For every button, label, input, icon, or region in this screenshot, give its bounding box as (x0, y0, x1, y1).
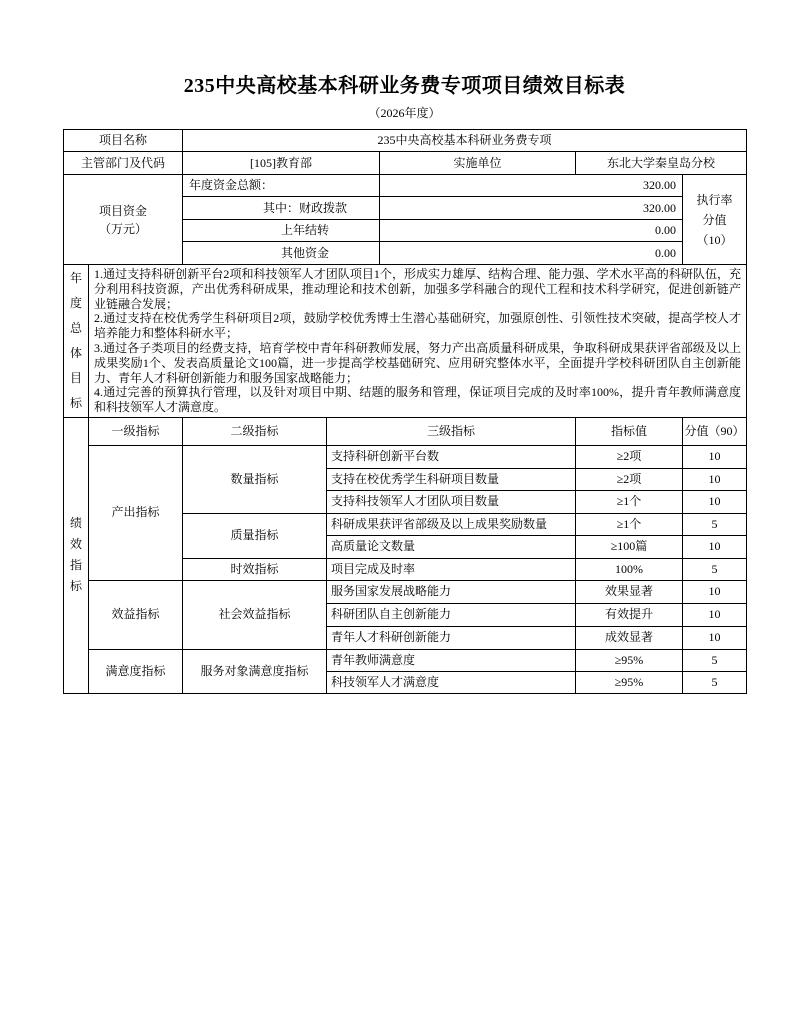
performance-target-table (63, 129, 747, 694)
funding-other-value: 0.00 (380, 242, 683, 265)
header-level3: 三级指标 (327, 417, 576, 445)
annual-goal-item: 3.通过各子类项目的经费支持，培育学校中青年科研教师发展，努力产出高质量科研成果，争取科研成果获评省部级及以上成果奖励1个、发表高质量论文100篇，进一步提高学校基础研究、应用研究整体水平，全面提升学校科研团队自主创新能力、青年人才科研创新能力和服务国家战略能力； (94, 340, 742, 385)
page-title: 235中央高校基本科研业务费专项项目绩效目标表 (183, 75, 626, 97)
indicator-score: 5 (683, 558, 747, 580)
indicator-score: 5 (683, 513, 747, 535)
indicator-score: 5 (683, 671, 747, 693)
funding-group-line1: 项目资金 (99, 203, 148, 218)
table-row (64, 649, 747, 671)
funding-carryover-label: 上年结转 (183, 220, 380, 242)
indicator-target: 有效提升 (576, 603, 683, 626)
indicator-target: ≥1个 (576, 490, 683, 513)
indicator-name: 青年教师满意度 (327, 649, 576, 671)
project-name-value: 235中央高校基本科研业务费专项 (183, 130, 747, 152)
funding-carryover-value: 0.00 (380, 220, 683, 242)
indicator-target: 成效显著 (576, 626, 683, 649)
indicator-target: ≥100篇 (576, 535, 683, 558)
indicator-target: 100% (576, 558, 683, 580)
funding-fiscal-label: 其中：财政拨款 (183, 197, 380, 220)
indicator-score: 10 (683, 490, 747, 513)
annual-goal-item: 1.通过支持科研创新平台2项和科技领军人才团队项目1个，形成实力雄厚、结构合理、能力强、学术水平高的科研队伍，充分利用科技资源，产出优秀科研成果，推动理论和技术创新，加强多学科融合的现代工程和技术科学研究，促进创新链产业链融合发展； (94, 267, 742, 311)
funding-fiscal-value: 320.00 (380, 197, 683, 220)
level1-satisfaction: 满意度指标 (89, 649, 183, 693)
funding-group-label (64, 175, 183, 265)
execution-rate-line3: （10） (696, 232, 733, 247)
indicator-target: ≥95% (576, 649, 683, 671)
indicator-name: 科研成果获评省部级及以上成果奖励数量 (327, 513, 576, 535)
header-score: 分值（90） (683, 417, 747, 445)
impl-value: 东北大学秦皇岛分校 (576, 152, 747, 175)
level1-benefit: 效益指标 (89, 580, 183, 649)
execution-rate-line1: 执行率 (696, 192, 733, 207)
level2-social-benefit: 社会效益指标 (183, 580, 327, 649)
indicator-target: ≥1个 (576, 513, 683, 535)
indicator-name: 服务国家发展战略能力 (327, 580, 576, 603)
indicator-score: 10 (683, 580, 747, 603)
execution-rate-line2: 分值 (702, 212, 727, 227)
funding-total-label: 年度资金总额： (183, 175, 380, 197)
table-row (64, 580, 747, 603)
impl-label: 实施单位 (380, 152, 576, 175)
indicator-name: 高质量论文数量 (327, 535, 576, 558)
indicator-target: ≥2项 (576, 468, 683, 490)
indicator-score: 10 (683, 603, 747, 626)
indicator-target: ≥95% (576, 671, 683, 693)
level1-output: 产出指标 (89, 445, 183, 580)
funding-total-value: 320.00 (380, 175, 683, 197)
indicator-name: 科技领军人才满意度 (327, 671, 576, 693)
annual-goal-side-label: 年度总体目标 (64, 265, 89, 418)
level2-quantity: 数量指标 (183, 445, 327, 513)
annual-goal-item: 2.通过支持在校优秀学生科研项目2项，鼓励学校优秀博士生潜心基础研究，加强原创性、引领性技术突破，提高学校人才培养能力和整体科研水平； (94, 311, 742, 341)
level2-timeliness: 时效指标 (183, 558, 327, 580)
indicator-name: 项目完成及时率 (327, 558, 576, 580)
indicator-score: 5 (683, 649, 747, 671)
indicator-name: 支持科研创新平台数 (327, 445, 576, 468)
indicator-score: 10 (683, 468, 747, 490)
dept-label: 主管部门及代码 (64, 152, 183, 175)
level2-quality: 质量指标 (183, 513, 327, 558)
annual-goal-item: 4.通过完善的预算执行管理，以及针对项目中期、结题的服务和管理，保证项目完成的及时率100%，提升青年教师满意度和科技领军人才满意度。 (94, 385, 742, 415)
indicator-score: 10 (683, 535, 747, 558)
indicator-score: 10 (683, 445, 747, 468)
indicator-target: ≥2项 (576, 445, 683, 468)
level2-service-satisfaction: 服务对象满意度指标 (183, 649, 327, 693)
header-level2: 二级指标 (183, 417, 327, 445)
header-target: 指标值 (576, 417, 683, 445)
project-name-label: 项目名称 (64, 130, 183, 152)
execution-rate-cell (683, 175, 747, 265)
funding-group-line2: （万元） (99, 221, 148, 236)
table-row (64, 445, 747, 468)
page-subtitle: （2026年度） (368, 106, 441, 120)
indicator-name: 支持科技领军人才团队项目数量 (327, 490, 576, 513)
indicator-name: 科研团队自主创新能力 (327, 603, 576, 626)
dept-value: [105]教育部 (183, 152, 380, 175)
annual-goal-text (89, 265, 747, 418)
indicators-side-label: 绩效指标 (64, 417, 89, 693)
indicator-target: 效果显著 (576, 580, 683, 603)
indicator-name: 支持在校优秀学生科研项目数量 (327, 468, 576, 490)
indicator-score: 10 (683, 626, 747, 649)
header-level1: 一级指标 (89, 417, 183, 445)
funding-other-label: 其他资金 (183, 242, 380, 265)
indicator-name: 青年人才科研创新能力 (327, 626, 576, 649)
